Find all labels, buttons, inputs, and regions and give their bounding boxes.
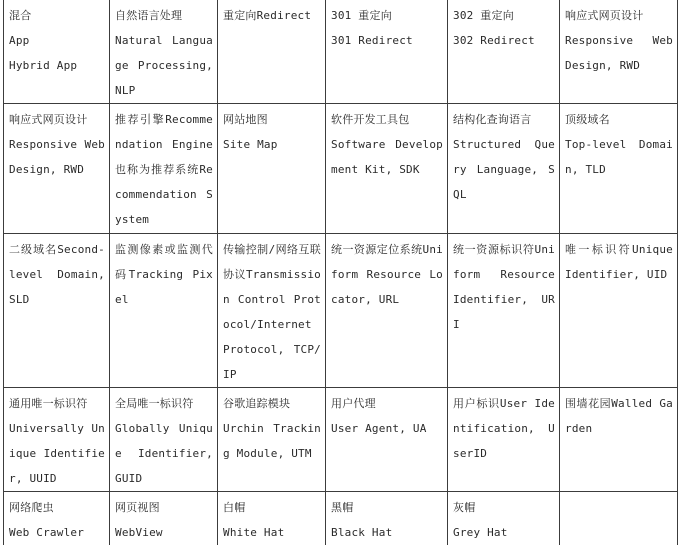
term-line: Urchin Tracking Module, UTM xyxy=(223,416,321,466)
term-line: 302 Redirect xyxy=(453,28,555,53)
term-line: Globally Unique Identifier, GUID xyxy=(115,416,213,491)
table-row xyxy=(4,234,678,388)
term-line: Natural Language Processing, NLP xyxy=(115,28,213,103)
term-line: User Agent, UA xyxy=(331,416,443,441)
term-line: Universally Unique Identifier, UUID xyxy=(9,416,105,491)
term-line: Site Map xyxy=(223,132,321,157)
term-line: Web Crawler xyxy=(9,520,105,545)
term-cell xyxy=(218,492,326,545)
term-line: 灰帽 xyxy=(453,495,555,520)
term-line: Hybrid App xyxy=(9,53,105,78)
glossary-table xyxy=(3,0,678,545)
term-line: 白帽 xyxy=(223,495,321,520)
term-line: Black Hat xyxy=(331,520,443,545)
empty-cell xyxy=(560,492,678,545)
term-cell: 用户标识User Identification, UserID xyxy=(448,388,560,492)
term-cell xyxy=(4,388,110,492)
table-row xyxy=(4,0,678,104)
term-cell xyxy=(110,492,218,545)
term-line: 301 重定向 xyxy=(331,3,443,28)
term-cell: 传输控制/网络互联协议Transmission Control Protocol/Internet Protocol, TCP/IP xyxy=(218,234,326,388)
term-cell: 统一资源标识符Uniform Resource Identifier, URI xyxy=(448,234,560,388)
term-cell xyxy=(4,0,110,104)
term-cell: 推荐引擎Recommendation Engine也称为推荐系统Recommendation System xyxy=(110,104,218,234)
term-cell xyxy=(560,104,678,234)
term-cell xyxy=(448,104,560,234)
term-line: Responsive Web Design, RWD xyxy=(565,28,673,78)
term-cell: 重定向Redirect xyxy=(218,0,326,104)
table-row xyxy=(4,104,678,234)
term-line: App xyxy=(9,28,105,53)
term-line: 混合 xyxy=(9,3,105,28)
term-cell xyxy=(326,104,448,234)
term-cell xyxy=(448,492,560,545)
term-cell: 监测像素或监测代码Tracking Pixel xyxy=(110,234,218,388)
term-line: 响应式网页设计 xyxy=(565,3,673,28)
term-cell: 二级域名Second-level Domain, SLD xyxy=(4,234,110,388)
term-line: 通用唯一标识符 xyxy=(9,391,105,416)
table-row xyxy=(4,492,678,545)
term-cell: 统一资源定位系统Uniform Resource Locator, URL xyxy=(326,234,448,388)
term-line: 302 重定向 xyxy=(453,3,555,28)
term-cell xyxy=(326,388,448,492)
term-line: Responsive Web Design, RWD xyxy=(9,132,105,182)
term-cell: 唯一标识符Unique Identifier, UID xyxy=(560,234,678,388)
term-line: 响应式网页设计 xyxy=(9,107,105,132)
term-line: 301 Redirect xyxy=(331,28,443,53)
term-line: 用户代理 xyxy=(331,391,443,416)
term-line: Top-level Domain, TLD xyxy=(565,132,673,182)
term-line: 结构化查询语言 xyxy=(453,107,555,132)
term-cell xyxy=(326,0,448,104)
term-cell: 围墙花园Walled Garden xyxy=(560,388,678,492)
term-cell xyxy=(110,388,218,492)
term-cell xyxy=(560,0,678,104)
term-cell xyxy=(4,492,110,545)
term-line: Structured Query Language, SQL xyxy=(453,132,555,207)
term-cell xyxy=(110,0,218,104)
term-line: 黑帽 xyxy=(331,495,443,520)
term-line: 网页视图 xyxy=(115,495,213,520)
term-line: Grey Hat xyxy=(453,520,555,545)
term-line: 网站地图 xyxy=(223,107,321,132)
term-line: 自然语言处理 xyxy=(115,3,213,28)
term-line: 全局唯一标识符 xyxy=(115,391,213,416)
term-cell xyxy=(326,492,448,545)
term-line: WebView xyxy=(115,520,213,545)
term-line: 顶级域名 xyxy=(565,107,673,132)
term-line: Software Development Kit, SDK xyxy=(331,132,443,182)
term-line: 网络爬虫 xyxy=(9,495,105,520)
term-line: White Hat xyxy=(223,520,321,545)
term-cell xyxy=(4,104,110,234)
term-line: 软件开发工具包 xyxy=(331,107,443,132)
term-line: 谷歌追踪模块 xyxy=(223,391,321,416)
term-cell xyxy=(218,104,326,234)
table-row xyxy=(4,388,678,492)
term-cell xyxy=(448,0,560,104)
term-cell xyxy=(218,388,326,492)
